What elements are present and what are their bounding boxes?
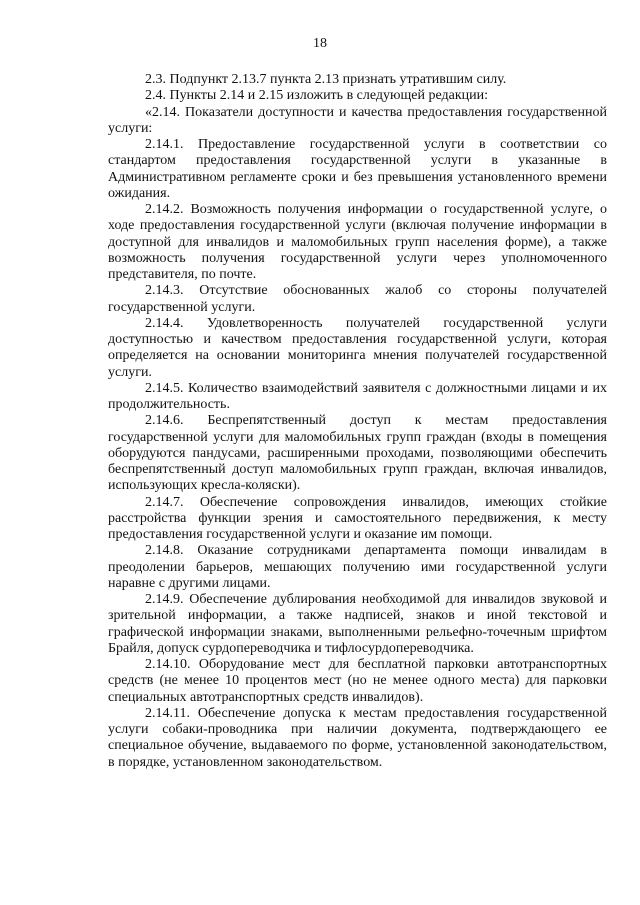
paragraph-2-14-1: 2.14.1. Предоставление государственной услуги в соответствии со стандартом предоставления государственной услуги в указанные в Административном регламенте сроки и без превышения установленного времени ожидания. [108, 137, 607, 201]
paragraph-2-3: 2.3. Подпункт 2.13.7 пункта 2.13 признать утратившим силу. [145, 72, 507, 87]
paragraph-2-4: 2.4. Пункты 2.14 и 2.15 изложить в следующей редакции: [145, 88, 489, 104]
paragraph-2-14-2: 2.14.2. Возможность получения информации о государственной услуге, о ходе предоставления государственной услуги (включая получение информации в доступной для инвалидов и маломобильных групп населения форме), а также возможность получения государственной услуги через уполномоченного представителя, по почте. [108, 202, 607, 282]
paragraph-2-14-10: 2.14.10. Оборудование мест для бесплатной парковки автотранспортных средств (не менее 10 процентов мест (но не менее одного места) для парковки специальных автотранспортных средств инвалидов). [108, 657, 607, 705]
paragraph-2-14-6: 2.14.6. Беспрепятственный доступ к местам предоставления государственной услуги для маломобильных групп граждан (входы в помещения оборудуются пандусами, расширенными проходами, позволяющими обеспечить беспрепятственный доступ маломобильных групп граждан, включая инвалидов, использующих кресла-коляски). [108, 413, 607, 494]
paragraph-2-14-7: 2.14.7. Обеспечение сопровождения инвалидов, имеющих стойкие расстройства функции зрения и самостоятельного передвижения, к месту предоставления государственной услуги и оказание им помощи. [108, 494, 607, 542]
paragraph-2-14-5: 2.14.5. Количество взаимодействий заявителя с должностными лицами и их продолжительность. [108, 380, 607, 412]
page-number: 18 [313, 36, 327, 51]
paragraph-2-14-9: 2.14.9. Обеспечение дублирования необходимой для инвалидов звуковой и зрительной информации, а также надписей, знаков и иной текстовой и графической информации знаками, выполненными рельефно-точечным шрифтом Брайля, допуск сурдопереводчика и тифлосурдопереводчика. [108, 592, 607, 656]
paragraph-2-14: «2.14. Показатели доступности и качества предоставления государственной услуги: [108, 104, 607, 136]
paragraph-2-14-8: 2.14.8. Оказание сотрудниками департамента помощи инвалидам в преодолении барьеров, мешающих получению ими государственной услуги наравне с другими лицами. [108, 543, 607, 591]
paragraph-2-14-11: 2.14.11. Обеспечение допуска к местам предоставления государственной услуги собаки-проводника при наличии документа, подтверждающего ее специальное обучение, выдаваемого по форме, установленной законодательством, в порядке, установленном законодательством. [108, 705, 607, 770]
paragraph-2-14-3: 2.14.3. Отсутствие обоснованных жалоб со стороны получателей государственной услуги. [108, 283, 607, 315]
paragraph-2-14-4: 2.14.4. Удовлетворенность получателей государственной услуги доступностью и качеством предоставления государственной услуги, которая определяется на основании мониторинга мнения получателей государственной услуги. [108, 315, 607, 380]
document-body [108, 72, 607, 771]
